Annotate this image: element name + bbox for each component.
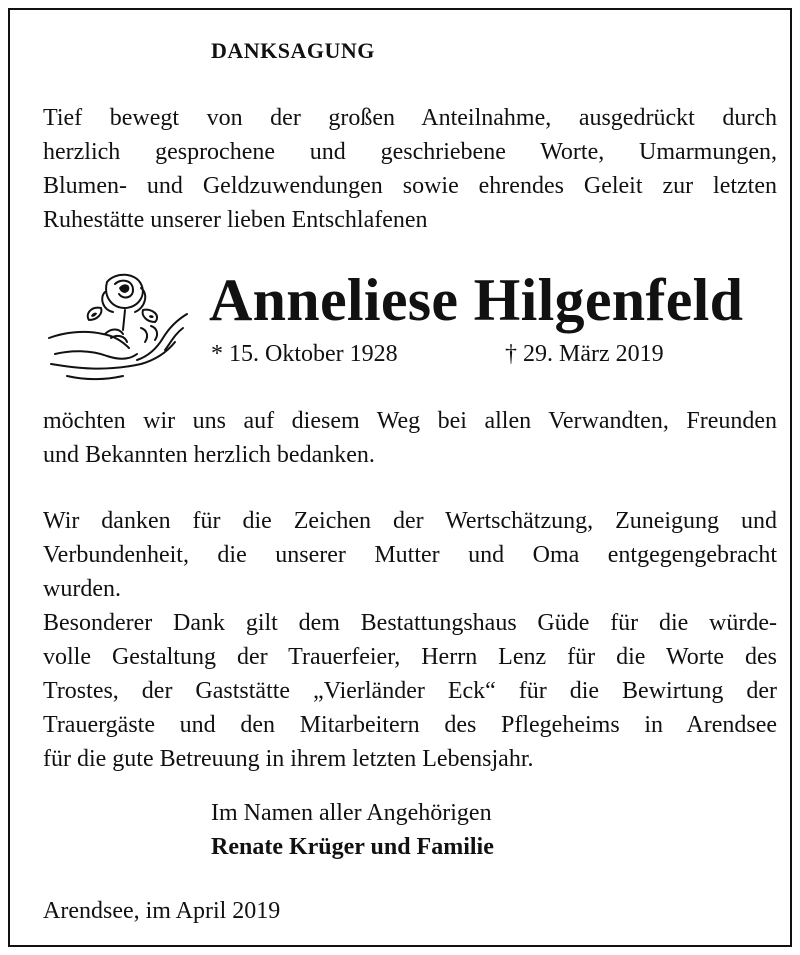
intro-line: Ruhestätte unserer lieben Entschlafenen: [43, 207, 428, 233]
intro-line: Tief bewegt von der großen Anteilnahme, ausgedrückt durch: [43, 105, 777, 131]
rose-in-hands-icon: [45, 268, 191, 386]
birth-date: * 15. Oktober 1928: [211, 341, 398, 367]
special-thanks-line: Trauergäste und den Mitarbeitern des Pflegeheims in Arendsee: [43, 712, 777, 738]
deceased-name: Anneliese Hilgenfeld: [209, 267, 744, 333]
special-thanks-line: für die gute Betreuung in ihrem letzten Lebensjahr.: [43, 746, 534, 772]
intro-paragraph: [43, 101, 777, 237]
intro-line: Blumen- und Geldzuwendungen sowie ehrendes Geleit zur letzten: [43, 173, 777, 199]
death-date: † 29. März 2019: [505, 341, 664, 367]
appreciation-line: Verbundenheit, die unserer Mutter und Oma entgegengebracht: [43, 542, 777, 568]
signature-intro: Im Namen aller Angehörigen: [211, 800, 492, 826]
obituary-card: [8, 8, 792, 947]
special-thanks-line: volle Gestaltung der Trauerfeier, Herrn Lenz für die Worte des: [43, 644, 777, 670]
thanks-paragraph: [43, 404, 777, 472]
thanks-line: und Bekannten herzlich bedanken.: [43, 442, 375, 468]
special-thanks-line: Besonderer Dank gilt dem Bestattungshaus Güde für die würde-: [43, 610, 777, 636]
signature-name: Renate Krüger und Familie: [211, 834, 494, 860]
appreciation-line: wurden.: [43, 576, 121, 602]
heading: DANKSAGUNG: [211, 38, 375, 63]
thanks-line: möchten wir uns auf diesem Weg bei allen Verwandten, Freunden: [43, 408, 777, 434]
intro-line: herzlich gesprochene und geschriebene Worte, Umarmungen,: [43, 139, 777, 165]
appreciation-paragraph: [43, 504, 777, 606]
appreciation-line: Wir danken für die Zeichen der Wertschätzung, Zuneigung und: [43, 508, 777, 534]
place-and-date: Arendsee, im April 2019: [43, 898, 281, 924]
special-thanks-paragraph: [43, 606, 777, 776]
special-thanks-line: Trostes, der Gaststätte „Vierländer Eck“ für die Bewirtung der: [43, 678, 777, 704]
